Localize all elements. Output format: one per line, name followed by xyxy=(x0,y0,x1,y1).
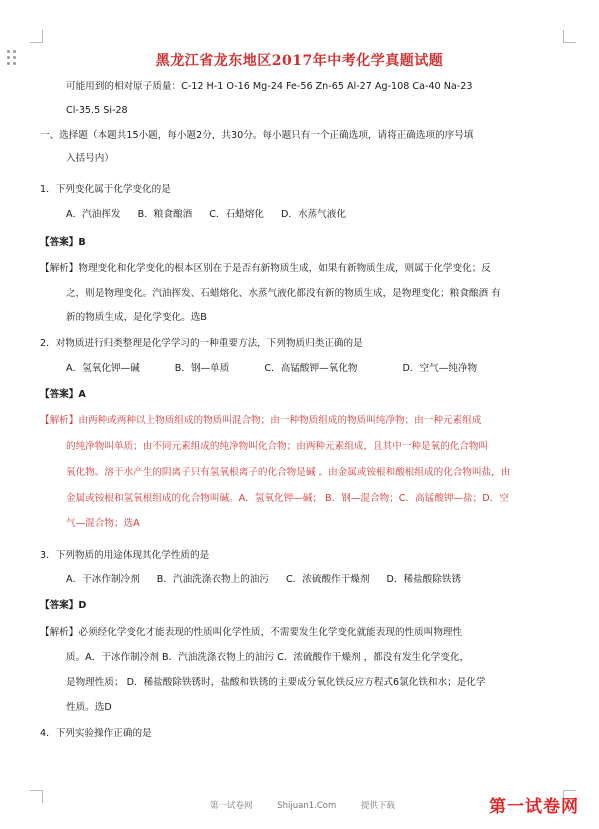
q2-option-c: C．高锰酸钾—氧化物 xyxy=(264,363,358,374)
q2-option-d: D．空气—纯净物 xyxy=(402,363,478,374)
q3-stem: 3．下列物质的用途体现其化学性质的是 xyxy=(40,550,210,561)
q1-option-a: A．汽油挥发 xyxy=(66,209,121,220)
q4-stem: 4．下列实验操作正确的是 xyxy=(40,728,152,739)
q2-stem: 2．对物质进行归类整理是化学学习的一种重要方法，下列物质归类正确的是 xyxy=(40,338,363,349)
section1-heading: 一、选择题（本题共15小题，每小题2分，共30分。每小题只有一个正确选项，请将正确选项的序号填 xyxy=(40,130,474,141)
footer-site-url: Shijuan1.Com xyxy=(277,801,337,811)
q1-answer: 【答案】B xyxy=(40,237,86,248)
footer-site-name: 第一试卷网 xyxy=(210,801,253,811)
brand-logo-text: 第一试卷网 xyxy=(489,797,579,817)
q2-option-a: A．氢氧化钾—碱 xyxy=(66,363,140,374)
q3-option-c: C．浓硫酸作干燥剂 xyxy=(285,574,370,585)
q2-option-b: B．钢—单质 xyxy=(174,363,230,374)
page-title: 黑龙江省龙东地区2017年中考化学真题试题 xyxy=(155,53,444,69)
q3-analysis-2: 质。A．干冰作制冷剂 B．汽油洗涤衣物上的油污 C．浓硫酸作干燥剂 ，都没有发生化学变化， xyxy=(66,652,470,663)
q2-analysis-5: 气—混合物；选A xyxy=(66,518,140,529)
crop-mark-top-right xyxy=(563,30,576,43)
q3-option-a: A．干冰作制冷剂 xyxy=(66,574,140,585)
q3-option-d: D．稀盐酸除铁锈 xyxy=(386,574,462,585)
q2-options xyxy=(66,362,491,376)
section1-heading-cont: 入括号内） xyxy=(66,153,114,164)
q1-options xyxy=(66,208,360,222)
q1-analysis-2: 之，则是物理变化。汽油挥发、石蜡熔化、水蒸气液化都没有新的物质生成，是物理变化；粮食酿酒 有 xyxy=(66,288,501,299)
q2-answer: 【答案】A xyxy=(40,389,86,400)
page-footer xyxy=(210,799,417,811)
q3-analysis-4: 性质。选D xyxy=(66,702,112,713)
q1-option-b: B．粮食酿酒 xyxy=(137,209,193,220)
q1-option-c: C．石蜡熔化 xyxy=(209,209,264,220)
q3-option-b: B．汽油洗涤衣物上的油污 xyxy=(156,574,269,585)
q2-analysis-3: 氧化物。溶于水产生的阴离子只有氢氧根离子的化合物是碱 。由金属或铵根和酸根组成的化合物叫盐，由 xyxy=(66,467,511,478)
crop-mark-bottom-left xyxy=(30,790,43,803)
crop-mark-top-left xyxy=(30,30,43,43)
q1-analysis-3: 新的物质生成，是化学变化。选B xyxy=(66,312,207,323)
footer-provide-text: 提供下载 xyxy=(360,801,395,811)
atomic-masses-line1: 可能用到的相对原子质量：C-12 H-1 O-16 Mg-24 Fe-56 Zn-65 Al-27 Ag-108 Ca-40 Na-23 xyxy=(66,81,473,92)
q2-analysis-4: 金属或铵根和氢氧根组成的化合物叫碱。A．氢氧化钾—碱； B．钢—混合物；C．高锰酸钾—盐；D．空 xyxy=(66,493,509,504)
q2-analysis-1: 【解析】由两种或两种以上物质组成的物质叫混合物；由一种物质组成的物质叫纯净物；由一种元素组成 xyxy=(40,415,482,426)
q3-answer: 【答案】D xyxy=(40,600,87,611)
q3-options xyxy=(66,573,475,587)
q1-analysis-1: 【解析】物理变化和化学变化的根本区别在于是否有新物质生成，如果有新物质生成，则属于化学变化；反 xyxy=(40,263,491,274)
q1-stem: 1．下列变化属于化学变化的是 xyxy=(40,184,171,195)
atomic-masses-line2: Cl-35.5 Si-28 xyxy=(66,105,128,116)
q3-analysis-1: 【解析】必须经化学变化才能表现的性质叫化学性质，不需要发生化学变化就能表现的性质叫物理性 xyxy=(40,627,463,638)
q1-option-d: D．水蒸气液化 xyxy=(280,209,346,220)
q3-analysis-3: 是物理性质； D．稀盐酸除铁锈时，盐酸和铁锈的主要成分氧化铁反应方程式6氯化铁和水；是化学 xyxy=(66,677,486,688)
q2-analysis-2: 的纯净物叫单质；由不同元素组成的纯净物叫化合物；由两种元素组成，且其中一种是氧的化合物叫 xyxy=(66,441,489,452)
